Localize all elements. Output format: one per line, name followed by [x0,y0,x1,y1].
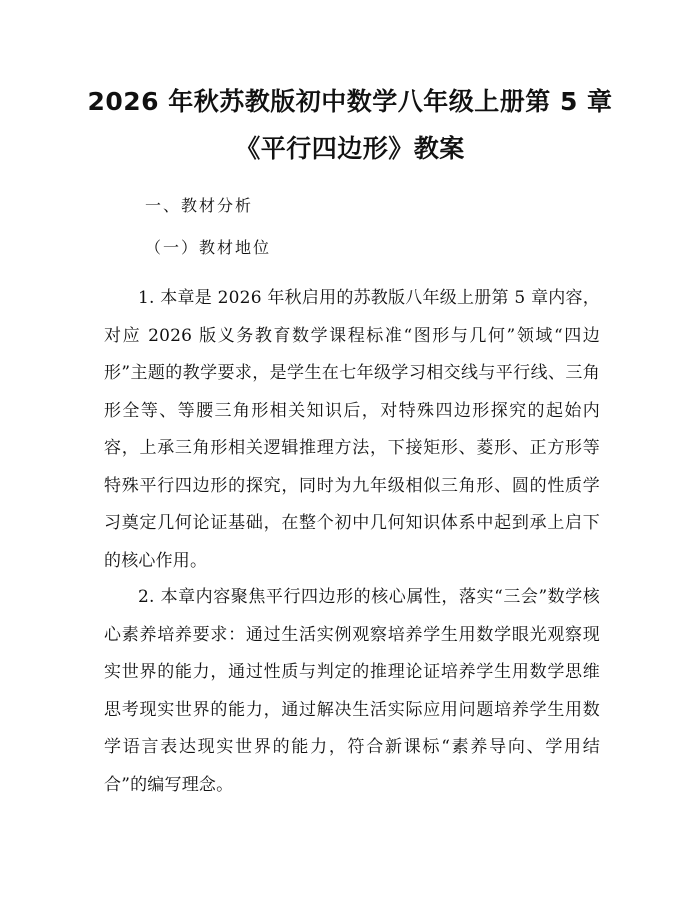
paragraph-1: 1. 本章是 2026 年秋启用的苏教版八年级上册第 5 章内容，对应 2026 版义务教育数学课程标准“图形与几何”领域“四边形”主题的教学要求，是学生在七年级学习相交线与平行线、三角形全等、等腰三角形相关知识后，对特殊四边形探究的起始内容，上承三角形相关逻辑推理方法，下接矩形、菱形、正方形等特殊平行四边形的探究，同时为九年级相似三角形、圆的性质学习奠定几何论证基础，在整个初中几何知识体系中起到承上启下的核心作用。 [104,288,600,571]
document-title-line-1: 2026 年秋苏教版初中数学八年级上册第 5 章 [87,87,613,116]
paragraph-2: 2. 本章内容聚焦平行四边形的核心属性，落实“三会”数学核心素养培养要求：通过生活实例观察培养学生用数学眼光观察现实世界的能力，通过性质与判定的推理论证培养学生用数学思维思考现实世界的能力，通过解决生活实际应用问题培养学生用数学语言表达现实世界的能力，符合新课标“素养导向、学用结合”的编写理念。 [104,587,600,795]
section-heading: 一、教材分析 [145,196,254,215]
document-title-line-2: 《平行四边形》教案 [235,134,465,163]
subsection-heading: （一）教材地位 [145,238,272,257]
